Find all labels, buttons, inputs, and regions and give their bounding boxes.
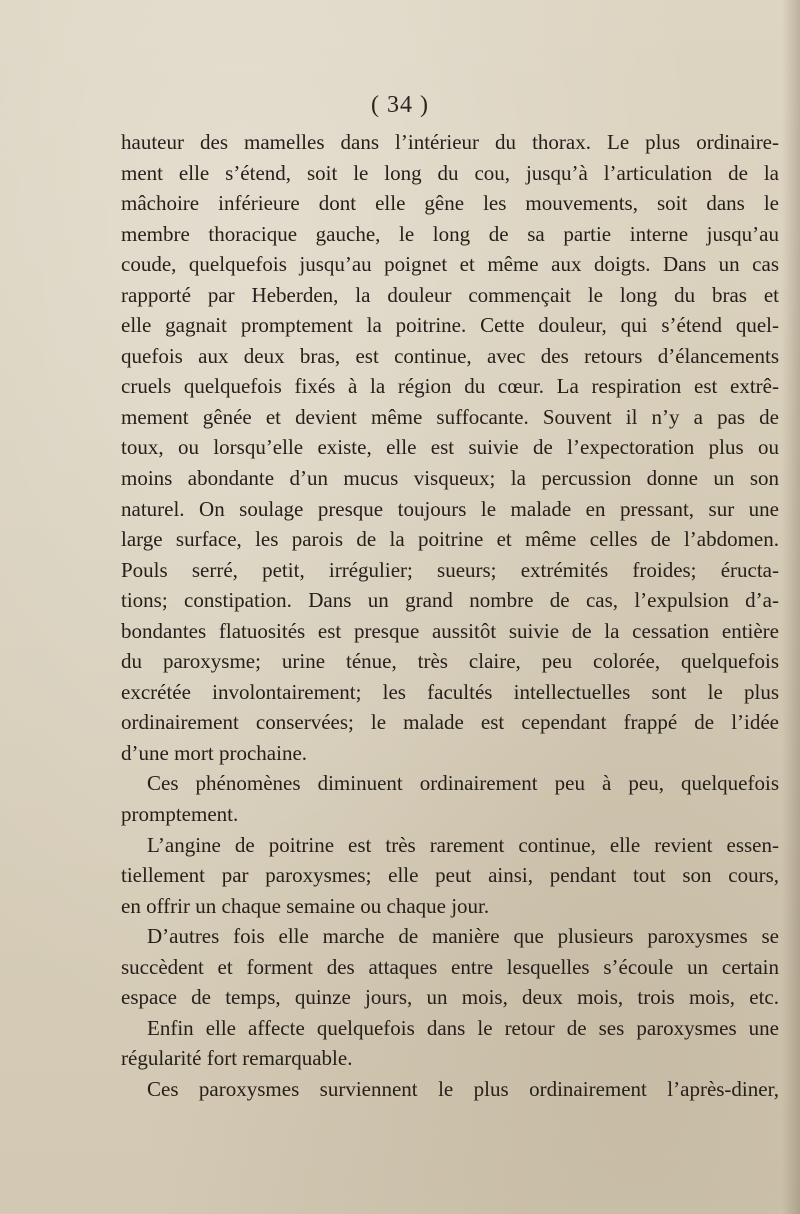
text-line: ment elle s’étend, soit le long du cou, jusqu’à l’articulation de la	[121, 160, 779, 185]
text-line: Pouls serré, petit, irrégulier; sueurs; extrémités froides; éructa-	[121, 557, 779, 582]
text-line: espace de temps, quinze jours, un mois, deux mois, trois mois, etc.	[121, 985, 779, 1010]
text-line: Ces paroxysmes surviennent le plus ordinairement l’après-diner,	[147, 1076, 779, 1101]
text-line: moins abondante d’un mucus visqueux; la percussion donne un son	[121, 466, 779, 491]
text-line: promptement.	[121, 802, 239, 827]
text-line: Enfin elle affecte quelquefois dans le retour de ses paroxysmes une	[147, 1015, 779, 1040]
text-line: du paroxysme; urine ténue, très claire, peu colorée, quelquefois	[121, 649, 779, 674]
text-line: ordinairement conservées; le malade est cependant frappé de l’idée	[121, 710, 779, 735]
text-line: Ces phénomènes diminuent ordinairement peu à peu, quelquefois	[147, 771, 779, 796]
text-line: L’angine de poitrine est très rarement continue, elle revient essen-	[147, 832, 779, 857]
text-line: tiellement par paroxysmes; elle peut ainsi, pendant tout son cours,	[121, 863, 779, 888]
body-text	[121, 127, 779, 1105]
text-line: bondantes flatuosités est presque aussitôt suivie de la cessation entière	[121, 618, 779, 643]
page-edge-shadow	[782, 0, 800, 1214]
text-line: succèdent et forment des attaques entre lesquelles s’écoule un certain	[121, 954, 779, 979]
text-line: toux, ou lorsqu’elle existe, elle est suivie de l’expectoration plus ou	[121, 435, 779, 460]
text-line: tions; constipation. Dans un grand nombre de cas, l’expulsion d’a-	[121, 588, 779, 613]
text-line: coude, quelquefois jusqu’au poignet et même aux doigts. Dans un cas	[121, 252, 779, 277]
text-line: excrétée involontairement; les facultés intellectuelles sont le plus	[121, 679, 779, 704]
text-line: en offrir un chaque semaine ou chaque jour.	[121, 893, 490, 918]
text-line: mement gênée et devient même suffocante. Souvent il n’y a pas de	[121, 404, 779, 429]
text-line: régularité fort remarquable.	[121, 1046, 353, 1071]
text-line: mâchoire inférieure dont elle gêne les mouvements, soit dans le	[121, 191, 779, 216]
text-line: rapporté par Heberden, la douleur commençait le long du bras et	[121, 282, 779, 307]
text-line: large surface, les parois de la poitrine et même celles de l’abdomen.	[121, 527, 779, 552]
text-line: naturel. On soulage presque toujours le malade en pressant, sur une	[121, 496, 779, 521]
text-line: membre thoracique gauche, le long de sa partie interne jusqu’au	[121, 221, 779, 246]
text-line: quefois aux deux bras, est continue, avec des retours d’élancements	[121, 343, 779, 368]
text-line: hauteur des mamelles dans l’intérieur du thorax. Le plus ordinaire-	[121, 130, 779, 154]
text-line: cruels quelquefois fixés à la région du cœur. La respiration est extrê-	[121, 374, 779, 399]
text-line: D’autres fois elle marche de manière que plusieurs paroxysmes se	[147, 924, 779, 949]
text-line: elle gagnait promptement la poitrine. Cette douleur, qui s’étend quel-	[121, 313, 779, 338]
page-number: ( 34 )	[371, 92, 429, 118]
text-line: d’une mort prochaine.	[121, 740, 308, 765]
